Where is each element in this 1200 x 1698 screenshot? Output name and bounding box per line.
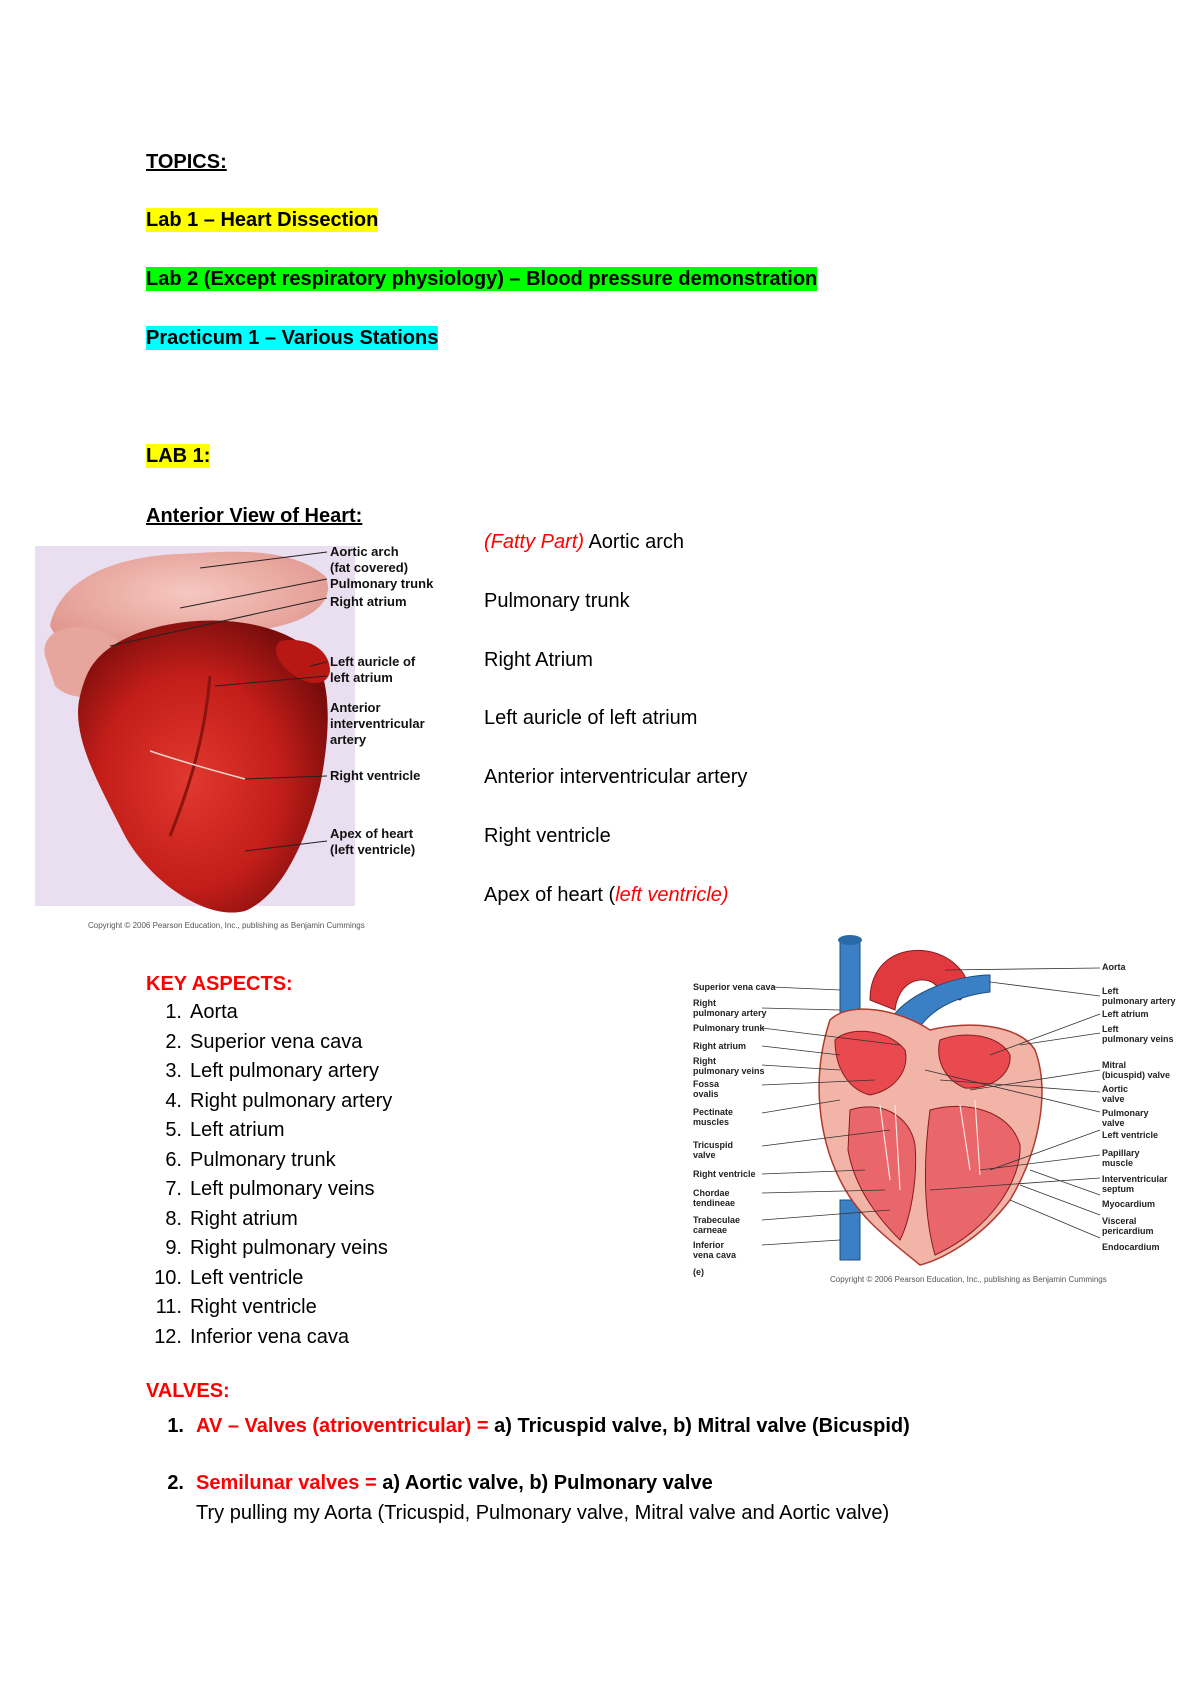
valve-item-1 xyxy=(150,1414,910,1438)
list-item: 9. Right pulmonary veins xyxy=(165,1237,388,1259)
list-item: 7. Left pulmonary veins xyxy=(165,1178,375,1200)
photo-label-anterior: Anterior xyxy=(330,700,381,715)
diagram-label-tricuspid-valve: valve xyxy=(693,1150,716,1160)
valves-heading: VALVES: xyxy=(146,1380,230,1402)
photo-label-aortic-arch: Aortic arch xyxy=(330,544,399,559)
valve-item-2-detail: a) Aortic valve, b) Pulmonary valve xyxy=(382,1472,713,1494)
diagram-label-left-pa-2: pulmonary artery xyxy=(1102,996,1176,1006)
diagram-label-right-pa-1: Right xyxy=(693,998,716,1008)
list-item: 1. Aorta xyxy=(165,1001,238,1023)
diagram-label-vena-cava: vena cava xyxy=(693,1250,737,1260)
diagram-label-right-pa-2: pulmonary artery xyxy=(693,1008,767,1018)
heart-photo xyxy=(30,536,470,936)
diagram-label-muscle: muscle xyxy=(1102,1158,1134,1168)
photo-caption: Copyright © 2006 Pearson Education, Inc., publishing as Benjamin Cummings xyxy=(88,921,365,930)
list-item: 6. Pulmonary trunk xyxy=(165,1148,336,1171)
structure-aortic-arch-text: Aortic arch xyxy=(584,531,685,553)
diagram-label-visceral: Visceral xyxy=(1102,1216,1137,1226)
structure-left-auricle: Left auricle of left atrium xyxy=(484,707,698,729)
diagram-label-trabeculae: Trabeculae xyxy=(693,1215,741,1225)
valve-item-1-number: 1. xyxy=(167,1415,184,1437)
photo-label-pulmonary-trunk: Pulmonary trunk xyxy=(330,576,434,591)
diagram-label-superior-vena-cava: Superior vena cava xyxy=(693,982,776,992)
structure-apex-text: Apex of heart ( xyxy=(484,884,616,906)
structure-right-ventricle: Right ventricle xyxy=(484,825,611,847)
list-item: 11. Right ventricle xyxy=(155,1296,317,1318)
diagram-label-pericardium: pericardium xyxy=(1102,1226,1154,1236)
diagram-label-aorta: Aorta xyxy=(1102,962,1126,972)
heart-photo-figure xyxy=(30,536,470,936)
photo-label-right-atrium: Right atrium xyxy=(330,594,407,609)
diagram-label-bicuspid-valve: (bicuspid) valve xyxy=(1102,1070,1171,1080)
photo-label-left-auricle: Left auricle of xyxy=(330,654,416,669)
photo-label-apex: Apex of heart xyxy=(330,826,414,841)
list-item: 2. Superior vena cava xyxy=(165,1030,363,1053)
diagram-label-e: (e) xyxy=(693,1267,704,1277)
diagram-label-ovalis: ovalis xyxy=(693,1089,719,1099)
diagram-label-left-ventricle: Left ventricle xyxy=(1102,1130,1159,1140)
list-item: 12. Inferior vena cava xyxy=(154,1325,349,1348)
valve-item-1-label: AV – Valves (atrioventricular) = xyxy=(196,1415,495,1437)
diagram-caption: Copyright © 2006 Pearson Education, Inc., publishing as Benjamin Cummings xyxy=(830,1275,1107,1284)
key-aspects-heading: KEY ASPECTS: xyxy=(146,973,293,995)
anterior-view-heading: Anterior View of Heart: xyxy=(146,505,363,527)
valve-item-2 xyxy=(150,1471,713,1495)
key-aspects-list xyxy=(148,998,392,1352)
list-item: 8. Right atrium xyxy=(165,1207,298,1230)
diagram-label-fossa: Fossa xyxy=(693,1079,720,1089)
diagram-label-tricuspid: Tricuspid xyxy=(693,1140,734,1150)
diagram-label-pulmonary-trunk: Pulmonary trunk xyxy=(693,1023,765,1033)
diagram-label-tendineae: tendineae xyxy=(693,1198,736,1208)
photo-label-fat-covered: (fat covered) xyxy=(330,560,409,575)
diagram-label-left-pv-1: Left xyxy=(1102,1024,1119,1034)
photo-label-artery: artery xyxy=(330,732,367,747)
topic-practicum1: Practicum 1 – Various Stations xyxy=(146,327,439,349)
photo-label-right-ventricle: Right ventricle xyxy=(330,768,421,783)
structure-aortic-arch-note: (Fatty Part) xyxy=(484,531,585,553)
structure-aortic-arch xyxy=(484,530,684,554)
diagram-label-myocardium: Myocardium xyxy=(1102,1199,1156,1209)
lab1-heading: LAB 1: xyxy=(146,445,211,467)
diagram-label-papillary: Papillary xyxy=(1102,1148,1140,1158)
diagram-label-chordae: Chordae xyxy=(693,1188,730,1198)
photo-label-left-ventricle: (left ventricle) xyxy=(330,842,416,857)
diagram-label-pulmonary-valve: valve xyxy=(1102,1118,1125,1128)
diagram-label-mitral: Mitral xyxy=(1102,1060,1127,1070)
valve-item-2-label: Semilunar valves = xyxy=(196,1472,383,1494)
diagram-label-aortic-valve: valve xyxy=(1102,1094,1125,1104)
diagram-label-left-pa-1: Left xyxy=(1102,986,1119,996)
diagram-label-pulmonary: Pulmonary xyxy=(1102,1108,1149,1118)
structure-apex-of-heart xyxy=(484,883,729,907)
diagram-label-muscles: muscles xyxy=(693,1117,730,1127)
topics-heading: TOPICS: xyxy=(146,151,227,173)
heart-section-diagram xyxy=(690,930,1196,1290)
valve-item-1-detail: a) Tricuspid valve, b) Mitral valve (Bicuspid) xyxy=(494,1415,910,1437)
diagram-label-septum: septum xyxy=(1102,1184,1135,1194)
valve-item-2-number: 2. xyxy=(167,1472,184,1494)
diagram-label-interventricular: Interventricular xyxy=(1102,1174,1168,1184)
list-item: 5. Left atrium xyxy=(165,1119,285,1141)
list-item: 3. Left pulmonary artery xyxy=(165,1060,379,1082)
diagram-label-right-pv-1: Right xyxy=(693,1056,716,1066)
list-item: 4. Right pulmonary artery xyxy=(165,1089,393,1112)
diagram-label-right-atrium: Right atrium xyxy=(693,1041,746,1051)
diagram-label-aortic: Aortic xyxy=(1102,1084,1129,1094)
diagram-label-right-pv-2: pulmonary veins xyxy=(693,1066,765,1076)
diagram-label-pectinate: Pectinate xyxy=(693,1107,734,1117)
structure-anterior-interventricular-artery: Anterior interventricular artery xyxy=(484,766,748,788)
photo-label-interventricular: interventricular xyxy=(330,716,425,731)
structure-apex-note: left ventricle) xyxy=(615,884,729,906)
diagram-label-inferior: Inferior xyxy=(693,1240,725,1250)
structure-pulmonary-trunk: Pulmonary trunk xyxy=(484,590,630,612)
diagram-label-left-atrium: Left atrium xyxy=(1102,1009,1149,1019)
diagram-label-right-ventricle: Right ventricle xyxy=(693,1169,756,1179)
diagram-label-endocardium: Endocardium xyxy=(1102,1242,1160,1252)
diagram-label-left-pv-2: pulmonary veins xyxy=(1102,1034,1174,1044)
topic-lab1: Lab 1 – Heart Dissection xyxy=(146,209,379,231)
valves-mnemonic: Try pulling my Aorta (Tricuspid, Pulmonary valve, Mitral valve and Aortic valve) xyxy=(196,1502,890,1524)
topic-lab2: Lab 2 (Except respiratory physiology) – Blood pressure demonstration xyxy=(146,268,818,290)
heart-section-svg xyxy=(690,930,1196,1290)
structure-right-atrium: Right Atrium xyxy=(484,649,593,671)
photo-label-left-atrium: left atrium xyxy=(330,670,393,685)
diagram-label-carneae: carneae xyxy=(693,1225,728,1235)
list-item: 10. Left ventricle xyxy=(154,1266,304,1289)
